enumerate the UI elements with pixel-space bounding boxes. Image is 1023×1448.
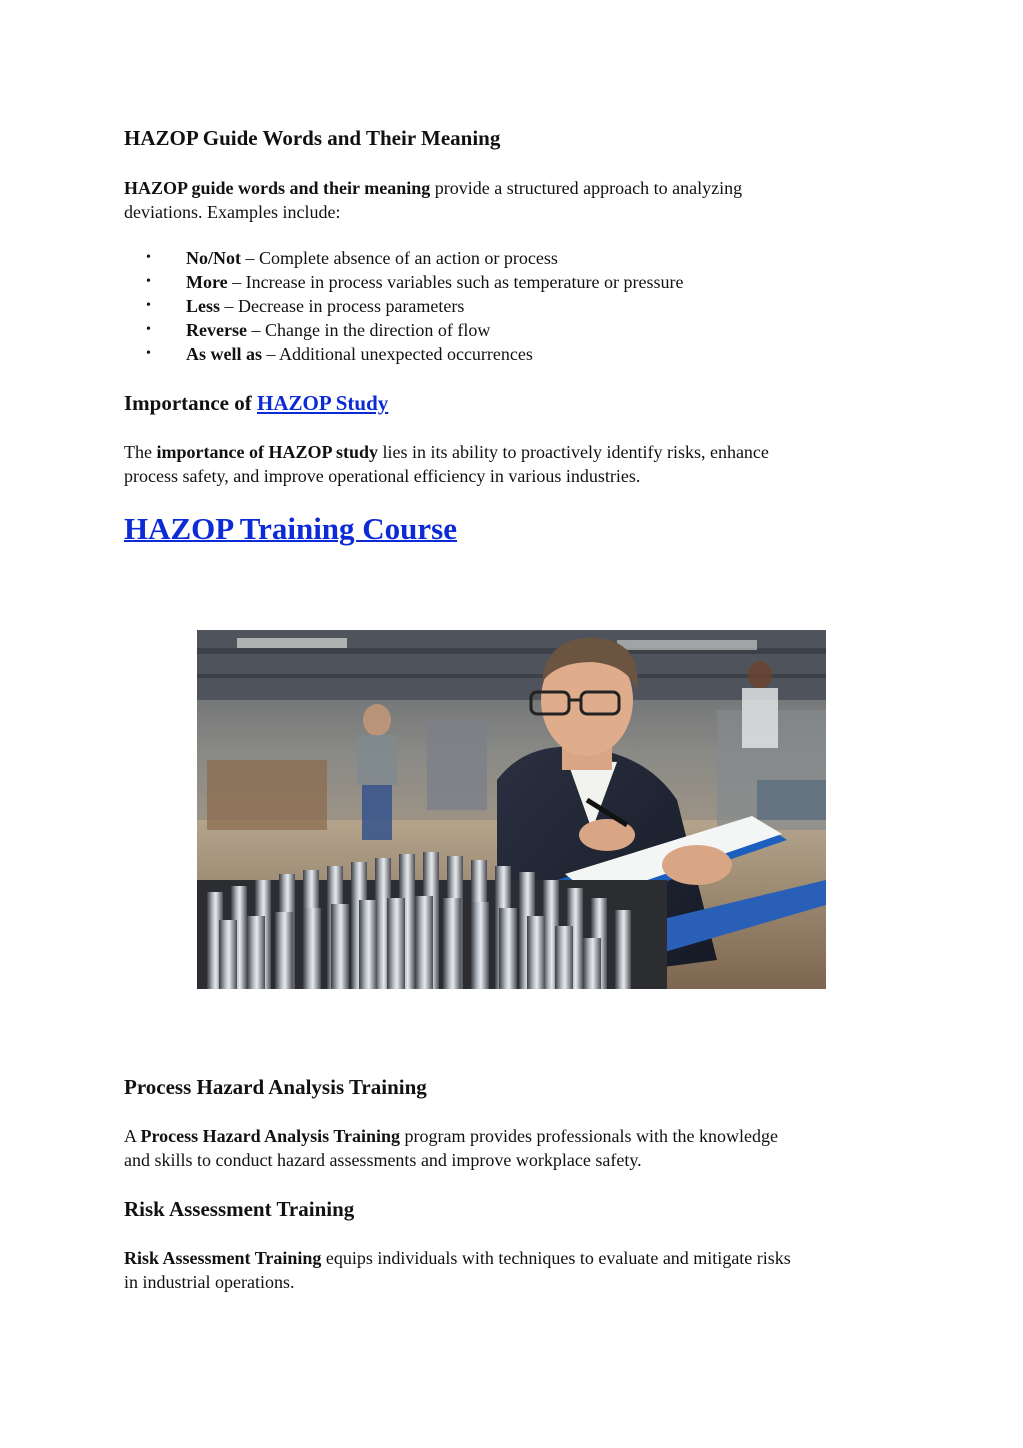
guide-term: As well as [186, 344, 262, 364]
list-item [124, 270, 914, 294]
importance-heading [124, 390, 914, 416]
list-item [124, 246, 914, 270]
bullet-icon: • [146, 274, 151, 289]
guide-desc: – Decrease in process parameters [220, 296, 465, 316]
bullet-icon: • [146, 250, 151, 265]
guide-term: Reverse [186, 320, 247, 340]
guide-desc: – Complete absence of an action or process [241, 248, 558, 268]
risk-section [124, 1196, 914, 1222]
guide-term: Less [186, 296, 221, 316]
engineer-photo-illustration [197, 630, 826, 989]
guide-words-intro-paragraph [124, 176, 914, 224]
list-item [124, 294, 914, 318]
risk-heading: Risk Assessment Training [124, 1197, 355, 1221]
bullet-icon: • [146, 298, 151, 313]
guide-words-intro-line2: deviations. Examples include: [124, 202, 341, 222]
pha-paragraph [124, 1124, 914, 1172]
importance-para-line2: process safety, and improve operational efficiency in various industries. [124, 466, 641, 486]
hazop-study-link[interactable]: HAZOP Study [256, 391, 389, 415]
guide-words-intro-bold: HAZOP guide words and their meaning [124, 178, 431, 198]
guide-desc: – Increase in process variables such as temperature or pressure [227, 272, 684, 292]
guide-words-intro-rest: provide a structured approach to analyzing [430, 178, 743, 198]
guide-words-heading: HAZOP Guide Words and Their Meaning [124, 126, 501, 150]
guide-desc: – Change in the direction of flow [246, 320, 491, 340]
list-item [124, 342, 914, 366]
pha-body [124, 1124, 914, 1172]
risk-para-line2: in industrial operations. [124, 1272, 295, 1292]
pha-heading: Process Hazard Analysis Training [124, 1075, 427, 1099]
risk-body [124, 1246, 914, 1294]
risk-para-rest: equips individuals with techniques to evaluate and mitigate risks [321, 1248, 791, 1268]
guide-term: More [186, 272, 228, 292]
importance-body [124, 440, 914, 488]
pha-section [124, 1074, 914, 1100]
pha-para-line2: and skills to conduct hazard assessments and improve workplace safety. [124, 1150, 642, 1170]
bullet-icon: • [146, 346, 151, 361]
pha-para-bold: Process Hazard Analysis Training [140, 1126, 401, 1146]
importance-para-rest: lies in its ability to proactively identify risks, enhance [378, 442, 769, 462]
importance-heading-prefix: Importance of [124, 391, 257, 415]
importance-section [124, 390, 914, 416]
course-title [124, 510, 914, 548]
importance-para-start: The [124, 442, 157, 462]
risk-paragraph [124, 1246, 914, 1294]
course-section [124, 510, 914, 548]
guide-desc: – Additional unexpected occurrences [262, 344, 533, 364]
list-item [124, 318, 914, 342]
importance-paragraph [124, 440, 914, 488]
guide-words-section [124, 125, 914, 151]
guide-words-intro [124, 176, 914, 224]
pha-para-rest: program provides professionals with the knowledge [400, 1126, 778, 1146]
guide-term: No/Not [186, 248, 241, 268]
importance-para-bold: importance of HAZOP study [156, 442, 378, 462]
guide-words-list-wrap [124, 246, 914, 366]
engineer-photo [197, 630, 826, 989]
risk-para-bold: Risk Assessment Training [124, 1248, 322, 1268]
course-title-link[interactable]: HAZOP Training Course [124, 511, 458, 546]
guide-words-list [124, 246, 914, 366]
pha-para-start: A [124, 1126, 141, 1146]
bullet-icon: • [146, 322, 151, 337]
